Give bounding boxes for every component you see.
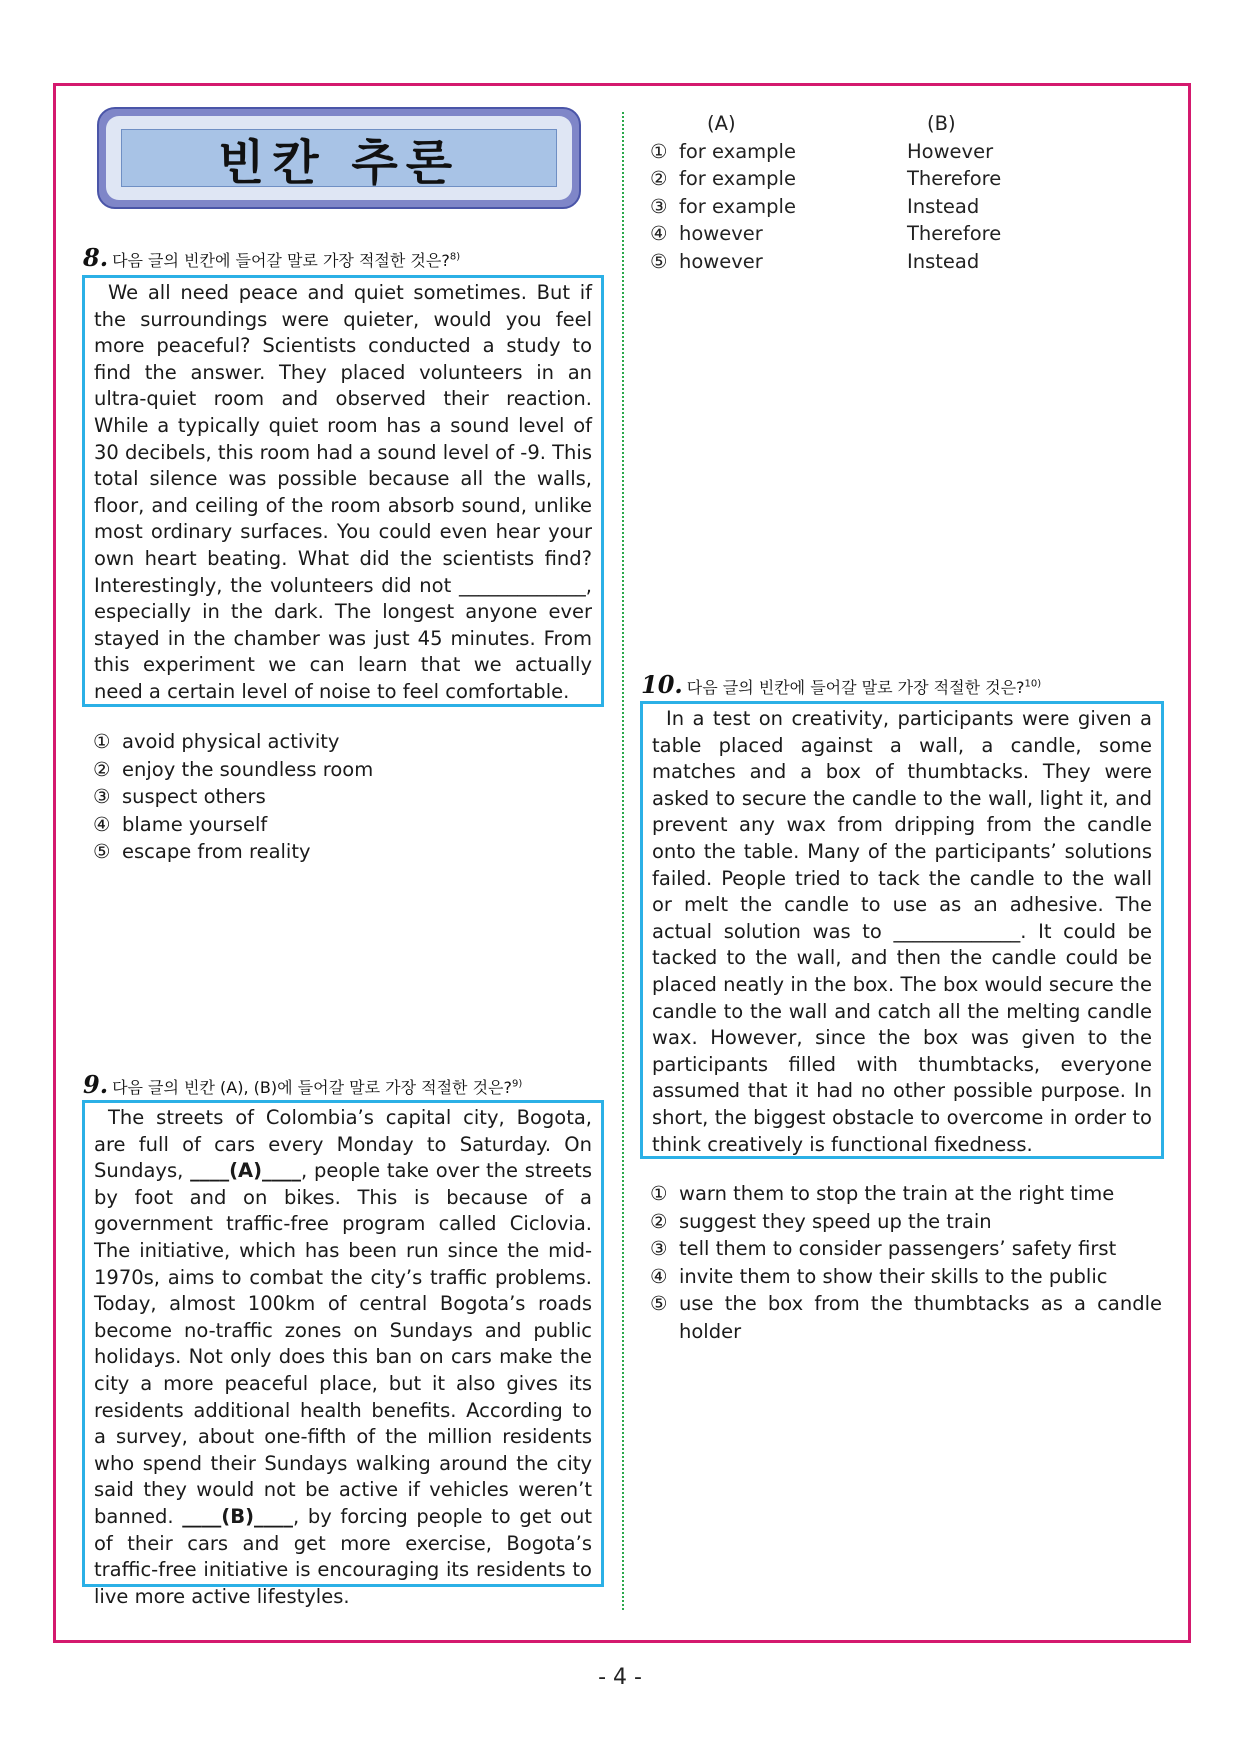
question-10-instruction: 다음 글의 빈칸에 들어갈 말로 가장 적절한 것은?: [686, 678, 1025, 697]
question-9-header: [83, 1070, 522, 1099]
option[interactable]: ② suggest they speed up the train: [650, 1209, 992, 1233]
header-b: (B): [927, 112, 956, 135]
option[interactable]: ① avoid physical activity: [93, 730, 340, 753]
question-8-passage: We all need peace and quiet sometimes. But if the surroundings were quieter, would you feel more peaceful? Scientists conducted a study to find the answer. They placed volunteers in an ultra-quiet room and observed their reaction. While a typically quiet room has a sound level of 30 decibels, this room had a sound level of -9. This total silence was possible because all the walls, floor, and ceiling of the room absorb sound, unlike most ordinary surfaces. You could even hear your own heart beating. What did the scientists find? Interestingly, the volunteers did not _____________, especially in the dark. The longest anyone ever stayed in the chamber was just 45 minutes. From this experiment we can learn that we actually need a certain level of noise to feel comfortable.: [94, 281, 592, 703]
question-10-passage: In a test on creativity, participants were given a table placed against a wall, a candle, some matches and a box of thumbtacks. They were asked to secure the candle to the wall, light it, and prevent any wax from dripping from the candle onto the table. Many of the participants’ solutions failed. People tried to tack the candle to the wall or melt the candle to use as an adhesive. The actual solution was to _____________. It could be tacked to the wall, and then the candle could be placed neatly in the box. The box would secure the candle to the wall and catch all the melting candle wax. However, since the box was given to the participants filled with thumbtacks, everyone assumed that it had no other possible purpose. In short, the biggest obstacle to overcome in order to think creatively is functional fixedness.: [652, 707, 1152, 1156]
blank-b: ____(B)____: [182, 1504, 293, 1528]
question-9-number: 9.: [83, 1070, 109, 1099]
option[interactable]: ② enjoy the soundless room: [93, 757, 374, 781]
question-8-options: [93, 728, 593, 866]
question-9-passage: The streets of Colombia’s capital city, Bogota, are full of cars every Monday to Saturday. On Sundays, ____(A)____, people take over the streets by foot and on bikes. This is because of a government traffic-free program called Ciclovia. The initiative, which has been run since the mid-1970s, aims to combat the city’s traffic problems. Today, almost 100km of central Bogota’s roads become no-traffic zones on Sundays and public holidays. Not only does this ban on cars make the city a more peaceful place, but it also gives its residents additional health benefits. According to a survey, about one-fifth of the million residents who spend their Sundays walking around the city said they would not be active if vehicles weren’t banned. ____(B)____, by forcing people to get out of their cars and get more exercise, Bogota’s traffic-free initiative is encouraging its residents to live more active lifestyles.: [94, 1106, 592, 1608]
question-9-instruction: 다음 글의 빈칸 (A), (B)에 들어갈 말로 가장 적절한 것은?: [112, 1078, 512, 1097]
question-10-footnote: 10): [1024, 678, 1042, 690]
option[interactable]: ⑤ use the box from the thumbtacks as a candle holder: [650, 1292, 1162, 1343]
option[interactable]: ④ however Therefore: [650, 222, 1002, 246]
option[interactable]: ② for example Therefore: [650, 167, 1002, 191]
option[interactable]: ① for example However: [650, 139, 994, 163]
option[interactable]: ③ suspect others: [93, 785, 266, 809]
page-number: - 4 -: [598, 1665, 642, 1690]
option[interactable]: ⑤ however Instead: [650, 249, 980, 273]
column-divider: [622, 112, 624, 1610]
option[interactable]: ③ tell them to consider passengers’ safety first: [650, 1237, 1117, 1261]
option[interactable]: ⑤ escape from reality: [93, 840, 311, 864]
header-a: (A): [707, 112, 736, 135]
option[interactable]: ④ blame yourself: [93, 812, 268, 836]
question-8-passage-box: [82, 275, 604, 707]
question-10-number: 10.: [641, 670, 683, 699]
section-title: 빈칸 추론: [217, 134, 461, 191]
question-9-passage-box: [82, 1100, 604, 1608]
question-10-header: [641, 670, 1041, 699]
question-8-number: 8.: [83, 243, 109, 272]
question-8-instruction: 다음 글의 빈칸에 들어갈 말로 가장 적절한 것은?: [112, 251, 450, 270]
question-10-options: [650, 1180, 1162, 1346]
question-10-passage-box: [640, 701, 1164, 1159]
options-header: [650, 110, 1001, 138]
question-8-header: [83, 243, 460, 272]
title-banner: [97, 107, 581, 209]
option[interactable]: ① warn them to stop the train at the right time: [650, 1182, 1115, 1205]
option[interactable]: ③ for example Instead: [650, 194, 980, 218]
question-8-footnote: 8): [449, 251, 461, 263]
question-9-footnote: 9): [511, 1078, 523, 1090]
question-9-options: [650, 110, 1001, 276]
option[interactable]: ④ invite them to show their skills to the public: [650, 1264, 1108, 1288]
blank-a: ____(A)____: [190, 1159, 302, 1183]
